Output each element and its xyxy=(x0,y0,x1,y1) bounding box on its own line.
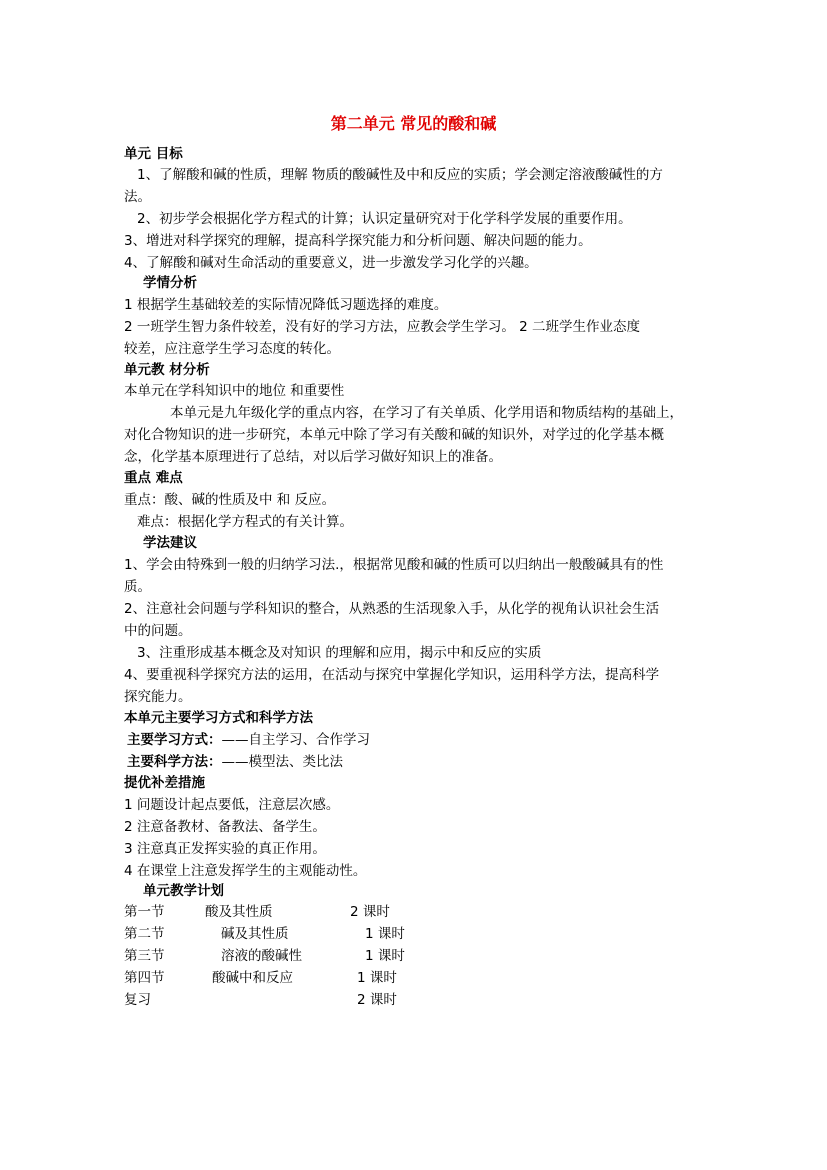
key-points-heading: 重点 难点 xyxy=(124,470,183,486)
science-method-value: ——模型法、类比法 xyxy=(221,754,343,770)
plan-hours: 1 课时 xyxy=(365,948,405,964)
study-advice-item: 1、学会由特殊到一般的归纳学习法.，根据常见酸和碱的性质可以归纳出一般酸碱具有的性 xyxy=(124,557,664,573)
goal-item: 1、了解酸和碱的性质，理解 物质的酸碱性及中和反应的实质；学会测定溶液酸碱性的方 xyxy=(137,167,663,183)
plan-hours: 1 课时 xyxy=(357,970,397,986)
study-method-label: 主要学习方式： xyxy=(127,732,222,748)
goal-item: 法。 xyxy=(124,189,151,205)
science-method-label: 主要科学方法： xyxy=(127,754,222,770)
goal-item: 3、增进对科学探究的理解，提高科学探究能力和分析问题、解决问题的能力。 xyxy=(124,233,592,249)
science-method-line xyxy=(127,753,343,772)
plan-section: 第四节 xyxy=(124,970,165,986)
measure-item: 1 问题设计起点要低，注意层次感。 xyxy=(124,797,340,813)
material-analysis-subheading: 本单元在学科知识中的地位 和重要性 xyxy=(124,383,345,399)
plan-section: 第二节 xyxy=(124,926,165,942)
student-analysis-heading: 学情分析 xyxy=(143,275,197,291)
plan-section: 复习 xyxy=(124,992,151,1008)
study-advice-item: 3、注重形成基本概念及对知识 的理解和应用，揭示中和反应的实质 xyxy=(137,645,542,661)
measures-heading: 提优补差措施 xyxy=(124,775,205,791)
student-analysis-item: 1 根据学生基础较差的实际情况降低习题选择的难度。 xyxy=(124,297,448,313)
study-advice-item: 4、要重视科学探究方法的运用，在活动与探究中掌握化学知识，运用科学方法，提高科学 xyxy=(124,667,660,683)
study-advice-heading: 学法建议 xyxy=(143,535,197,551)
plan-hours: 2 课时 xyxy=(357,992,397,1008)
plan-section: 第一节 xyxy=(124,904,165,920)
study-method-value: ——自主学习、合作学习 xyxy=(221,732,370,748)
methods-heading: 本单元主要学习方式和科学方法 xyxy=(124,710,313,726)
measure-item: 3 注意真正发挥实验的真正作用。 xyxy=(124,841,326,857)
student-analysis-item: 2 一班学生智力条件较差，没有好的学习方法，应教会学生学习。 2 二班学生作业态度 xyxy=(124,319,641,335)
study-method-line xyxy=(127,731,370,750)
plan-hours: 1 课时 xyxy=(365,926,405,942)
measure-item: 4 在课堂上注意发挥学生的主观能动性。 xyxy=(124,863,367,879)
material-analysis-heading: 单元教 材分析 xyxy=(124,362,210,378)
plan-topic: 碱及其性质 xyxy=(221,926,289,942)
plan-section: 第三节 xyxy=(124,948,165,964)
plan-heading: 单元教学计划 xyxy=(143,883,224,899)
study-advice-item: 2、注意社会问题与学科知识的整合，从熟悉的生活现象入手，从化学的视角认识社会生活 xyxy=(124,601,660,617)
key-points-focus: 重点：酸、碱的性质及中 和 反应。 xyxy=(124,492,336,508)
goal-item: 2、初步学会根据化学方程式的计算；认识定量研究对于化学科学发展的重要作用。 xyxy=(137,211,632,227)
study-advice-item: 质。 xyxy=(124,579,151,595)
measure-item: 2 注意备教材、备教法、备学生。 xyxy=(124,819,326,835)
student-analysis-item: 较差，应注意学生学习态度的转化。 xyxy=(124,341,340,357)
plan-hours: 2 课时 xyxy=(350,904,390,920)
material-analysis-text: 念，化学基本原理进行了总结，对以后学习做好知识上的准备。 xyxy=(124,449,502,465)
plan-topic: 溶液的酸碱性 xyxy=(221,948,302,964)
study-advice-item: 中的问题。 xyxy=(124,623,192,639)
unit-goals-heading: 单元 目标 xyxy=(124,146,183,162)
plan-row xyxy=(124,991,397,1067)
key-points-difficulty: 难点：根据化学方程式的有关计算。 xyxy=(137,514,353,530)
material-analysis-text: 对化合物知识的进一步研究，本单元中除了学习有关酸和碱的知识外，对学过的化学基本概 xyxy=(124,427,664,443)
plan-topic: 酸及其性质 xyxy=(205,904,273,920)
page-title: 第二单元 常见的酸和碱 xyxy=(330,114,497,133)
study-advice-item: 探究能力。 xyxy=(124,689,192,705)
plan-topic: 酸碱中和反应 xyxy=(212,970,293,986)
goal-item: 4、了解酸和碱对生命活动的重要意义，进一步激发学习化学的兴趣。 xyxy=(124,255,538,271)
material-analysis-text: 本单元是九年级化学的重点内容，在学习了有关单质、化学用语和物质结构的基础上， xyxy=(170,405,683,421)
